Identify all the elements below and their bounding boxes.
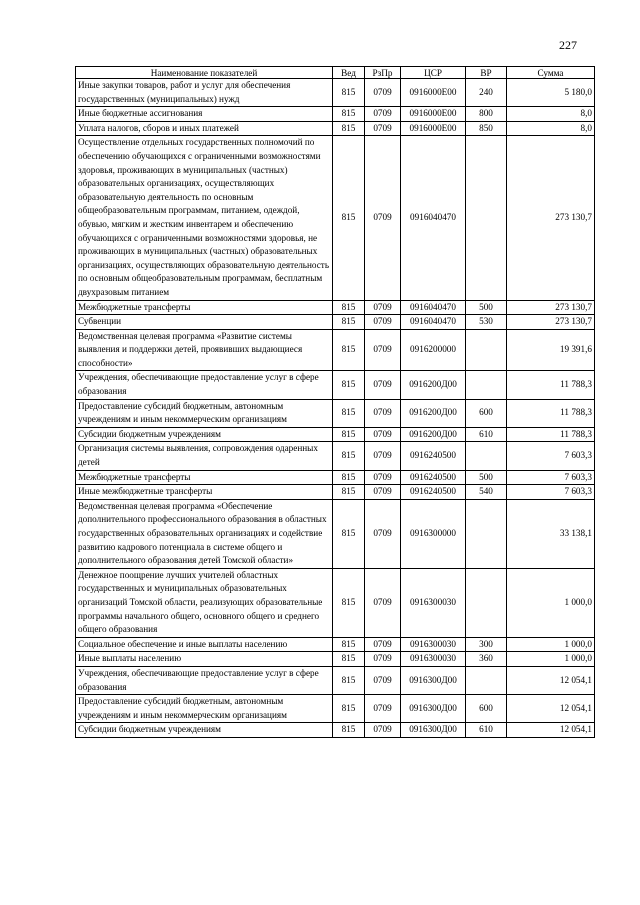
row-rzpr-cell: 0709	[365, 107, 401, 122]
row-csr-cell: 0916200Д00	[401, 371, 466, 399]
table-row	[76, 136, 595, 300]
row-ved-cell: 815	[333, 652, 365, 667]
table-row	[76, 371, 595, 399]
row-name-cell: Ведомственная целевая программа «Развитие системы выявления и поддержки детей, проявивших выдающиеся способности»	[76, 329, 333, 371]
row-rzpr-cell: 0709	[365, 470, 401, 485]
row-csr-cell: 0916300030	[401, 568, 466, 637]
row-name-cell: Предоставление субсидий бюджетным, автономным учреждениям и иным некоммерческим организациям	[76, 399, 333, 427]
row-rzpr-cell: 0709	[365, 371, 401, 399]
row-ved-cell: 815	[333, 568, 365, 637]
table-row	[76, 652, 595, 667]
row-csr-cell: 0916240500	[401, 470, 466, 485]
table-header	[76, 67, 595, 79]
table-row	[76, 723, 595, 738]
row-sum-cell: 7 603,3	[507, 485, 595, 500]
row-ved-cell: 815	[333, 499, 365, 568]
row-name-cell: Субсидии бюджетным учреждениям	[76, 723, 333, 738]
row-rzpr-cell: 0709	[365, 652, 401, 667]
row-vr-cell: 530	[466, 315, 507, 330]
row-sum-cell: 273 130,7	[507, 136, 595, 300]
row-sum-cell: 8,0	[507, 107, 595, 122]
table-row	[76, 499, 595, 568]
table-row	[76, 399, 595, 427]
row-csr-cell: 0916300Д00	[401, 723, 466, 738]
row-sum-cell: 1 000,0	[507, 637, 595, 652]
row-rzpr-cell: 0709	[365, 136, 401, 300]
row-vr-cell	[466, 499, 507, 568]
row-name-cell: Осуществление отдельных государственных полномочий по обеспечению обучающихся с ограниченными возможностями здоровья, проживающих в муниципальных (частных) образовательных организациях, осуществляющих образовательную деятельность по основным общеобразовательным программам, питанием, одеждой, обувью, мягким и жестким инвентарем и обеспечению обучающихся с ограниченными возможностями здоровья, не проживающих в муниципальных (частных) образовательных организациях, осуществляющих образовательную деятельность по основным общеобразовательным программам, бесплатным двухразовым питанием	[76, 136, 333, 300]
row-rzpr-cell: 0709	[365, 442, 401, 470]
row-name-cell: Субвенции	[76, 315, 333, 330]
row-vr-cell: 500	[466, 300, 507, 315]
row-sum-cell: 7 603,3	[507, 470, 595, 485]
table-row	[76, 300, 595, 315]
row-csr-cell: 0916040470	[401, 300, 466, 315]
row-vr-cell: 600	[466, 399, 507, 427]
row-sum-cell: 12 054,1	[507, 695, 595, 723]
row-name-cell: Уплата налогов, сборов и иных платежей	[76, 121, 333, 136]
table-body	[76, 79, 595, 738]
row-name-cell: Иные межбюджетные трансферты	[76, 485, 333, 500]
row-vr-cell: 610	[466, 427, 507, 442]
header-row	[76, 67, 595, 79]
row-rzpr-cell: 0709	[365, 121, 401, 136]
row-name-cell: Предоставление субсидий бюджетным, автономным учреждениям и иным некоммерческим организациям	[76, 695, 333, 723]
row-rzpr-cell: 0709	[365, 499, 401, 568]
row-csr-cell: 0916040470	[401, 136, 466, 300]
table-row	[76, 79, 595, 107]
header-sum: Сумма	[507, 67, 595, 79]
row-name-cell: Учреждения, обеспечивающие предоставление услуг в сфере образования	[76, 666, 333, 694]
header-name: Наименование показателей	[76, 67, 333, 79]
table-row	[76, 637, 595, 652]
row-name-cell: Денежное поощрение лучших учителей областных государственных и муниципальных образовательных организаций Томской области, реализующих образовательные программы начального общего, основного общего и среднего общего образования	[76, 568, 333, 637]
row-name-cell: Организация системы выявления, сопровождения одаренных детей	[76, 442, 333, 470]
row-csr-cell: 0916300Д00	[401, 695, 466, 723]
row-rzpr-cell: 0709	[365, 637, 401, 652]
row-ved-cell: 815	[333, 485, 365, 500]
row-sum-cell: 1 000,0	[507, 652, 595, 667]
row-rzpr-cell: 0709	[365, 315, 401, 330]
row-name-cell: Иные выплаты населению	[76, 652, 333, 667]
row-vr-cell: 800	[466, 107, 507, 122]
table-row	[76, 695, 595, 723]
row-rzpr-cell: 0709	[365, 695, 401, 723]
header-csr: ЦСР	[401, 67, 466, 79]
row-sum-cell: 11 788,3	[507, 399, 595, 427]
row-csr-cell: 0916240500	[401, 485, 466, 500]
row-vr-cell: 240	[466, 79, 507, 107]
row-name-cell: Субсидии бюджетным учреждениям	[76, 427, 333, 442]
header-ved: Вед	[333, 67, 365, 79]
row-ved-cell: 815	[333, 399, 365, 427]
row-csr-cell: 0916200000	[401, 329, 466, 371]
row-ved-cell: 815	[333, 300, 365, 315]
row-name-cell: Ведомственная целевая программа «Обеспечение дополнительного профессионального образования в областных государственных образовательных организациях и содействие развитию кадрового потенциала в системе общего и дополнительного образования детей Томской области»	[76, 499, 333, 568]
row-sum-cell: 8,0	[507, 121, 595, 136]
header-vr: ВР	[466, 67, 507, 79]
row-name-cell: Учреждения, обеспечивающие предоставление услуг в сфере образования	[76, 371, 333, 399]
row-vr-cell: 540	[466, 485, 507, 500]
row-ved-cell: 815	[333, 723, 365, 738]
row-ved-cell: 815	[333, 121, 365, 136]
row-csr-cell: 0916000Е00	[401, 121, 466, 136]
row-vr-cell	[466, 136, 507, 300]
row-ved-cell: 815	[333, 136, 365, 300]
row-name-cell: Иные бюджетные ассигнования	[76, 107, 333, 122]
row-ved-cell: 815	[333, 427, 365, 442]
row-vr-cell	[466, 666, 507, 694]
row-csr-cell: 0916000Е00	[401, 107, 466, 122]
row-vr-cell: 300	[466, 637, 507, 652]
table-row	[76, 107, 595, 122]
row-rzpr-cell: 0709	[365, 399, 401, 427]
table-row	[76, 329, 595, 371]
table-row	[76, 666, 595, 694]
row-sum-cell: 12 054,1	[507, 723, 595, 738]
row-csr-cell: 0916300Д00	[401, 666, 466, 694]
row-rzpr-cell: 0709	[365, 329, 401, 371]
budget-table	[75, 66, 595, 738]
table-row	[76, 315, 595, 330]
row-ved-cell: 815	[333, 315, 365, 330]
row-csr-cell: 0916000Е00	[401, 79, 466, 107]
table-row	[76, 470, 595, 485]
row-csr-cell: 0916200Д00	[401, 399, 466, 427]
row-csr-cell: 0916240500	[401, 442, 466, 470]
page-number: 227	[559, 38, 577, 52]
row-ved-cell: 815	[333, 666, 365, 694]
row-vr-cell: 500	[466, 470, 507, 485]
row-vr-cell	[466, 329, 507, 371]
row-csr-cell: 0916200Д00	[401, 427, 466, 442]
row-sum-cell: 7 603,3	[507, 442, 595, 470]
row-csr-cell: 0916300030	[401, 652, 466, 667]
row-csr-cell: 0916040470	[401, 315, 466, 330]
row-sum-cell: 11 788,3	[507, 427, 595, 442]
row-name-cell: Иные закупки товаров, работ и услуг для обеспечения государственных (муниципальных) нужд	[76, 79, 333, 107]
row-ved-cell: 815	[333, 442, 365, 470]
table-row	[76, 568, 595, 637]
header-rzpr: РзПр	[365, 67, 401, 79]
row-csr-cell: 0916300030	[401, 637, 466, 652]
row-rzpr-cell: 0709	[365, 568, 401, 637]
row-rzpr-cell: 0709	[365, 79, 401, 107]
table-row	[76, 427, 595, 442]
row-ved-cell: 815	[333, 637, 365, 652]
table-row	[76, 121, 595, 136]
row-rzpr-cell: 0709	[365, 723, 401, 738]
row-sum-cell: 5 180,0	[507, 79, 595, 107]
row-sum-cell: 273 130,7	[507, 300, 595, 315]
row-ved-cell: 815	[333, 470, 365, 485]
row-csr-cell: 0916300000	[401, 499, 466, 568]
row-rzpr-cell: 0709	[365, 427, 401, 442]
table-row	[76, 442, 595, 470]
row-ved-cell: 815	[333, 371, 365, 399]
row-vr-cell: 600	[466, 695, 507, 723]
row-sum-cell: 11 788,3	[507, 371, 595, 399]
row-name-cell: Социальное обеспечение и иные выплаты населению	[76, 637, 333, 652]
row-sum-cell: 1 000,0	[507, 568, 595, 637]
row-rzpr-cell: 0709	[365, 300, 401, 315]
row-vr-cell: 610	[466, 723, 507, 738]
row-name-cell: Межбюджетные трансферты	[76, 470, 333, 485]
row-ved-cell: 815	[333, 79, 365, 107]
table-row	[76, 485, 595, 500]
row-vr-cell	[466, 442, 507, 470]
row-sum-cell: 19 391,6	[507, 329, 595, 371]
row-ved-cell: 815	[333, 107, 365, 122]
row-vr-cell	[466, 568, 507, 637]
row-vr-cell: 360	[466, 652, 507, 667]
row-rzpr-cell: 0709	[365, 666, 401, 694]
row-vr-cell: 850	[466, 121, 507, 136]
row-sum-cell: 273 130,7	[507, 315, 595, 330]
row-vr-cell	[466, 371, 507, 399]
row-sum-cell: 12 054,1	[507, 666, 595, 694]
row-sum-cell: 33 138,1	[507, 499, 595, 568]
row-rzpr-cell: 0709	[365, 485, 401, 500]
row-ved-cell: 815	[333, 695, 365, 723]
row-ved-cell: 815	[333, 329, 365, 371]
row-name-cell: Межбюджетные трансферты	[76, 300, 333, 315]
